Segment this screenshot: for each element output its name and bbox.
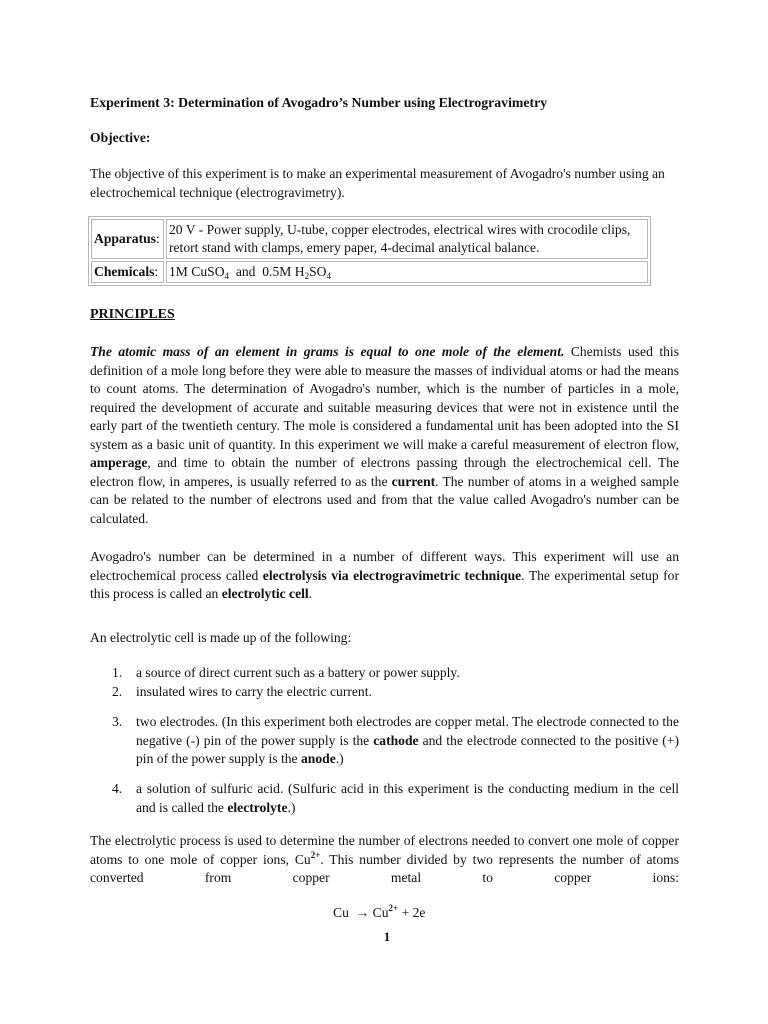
principles-p2-text-a: Avogadro's number can be determined in a number of different ways. This experiment will use an electrochemical process called [90, 549, 679, 583]
principles-p1-text-a: Chemists used this definition of a mole long before they were able to measure the masses of individual atoms or had the means to count atoms. The determination of Avogadro's number, which is the number of particles in a mole, required the development of accurate and suitable measuring devices that were not in existence until the early part of the twentieth century. The mole is considered a fundamental unit has been adopted into the SI system as a basic unit of quantity. In this experiment we will make a careful measurement of electron flow, [90, 344, 679, 452]
anode-term: anode [301, 751, 336, 766]
principles-paragraph-2 [90, 548, 679, 604]
list-text-c: .) [335, 751, 344, 766]
list-number: 2. [112, 684, 123, 699]
chemicals-value [166, 261, 648, 283]
equation-rhs: + 2e [398, 905, 426, 920]
principles-lead-sentence: The atomic mass of an element in grams is equal to one mole of the element. [90, 344, 565, 359]
copper-ion-charge: 2+ [310, 849, 321, 860]
document-page [90, 0, 679, 1024]
equation-lhs: Cu → Cu [333, 905, 389, 920]
document-title: Experiment 3: Determination of Avogadro’s Number using Electrogravimetry [90, 95, 548, 110]
electrolytic-cell-term: electrolytic cell [221, 586, 309, 601]
list-text [136, 780, 679, 817]
principles-heading: PRINCIPLES [90, 307, 175, 322]
list-text: a source of direct current such as a battery or power supply. [136, 665, 460, 680]
principles-p1-text-b: , and time to obtain the number of electrons passing through the electrochemical cell. The electron flow, in amperes, is usually referred to as the [90, 455, 679, 489]
p4-text-a: The electrolytic process is used to determine the number of electrons needed to convert one mole of copper atoms to one mole of copper ions, Cu [90, 833, 679, 867]
chemicals-row [91, 261, 648, 283]
apparatus-label: Apparatus [94, 231, 156, 246]
principles-paragraph-3: An electrolytic cell is made up of the following: [90, 630, 352, 645]
list-text [136, 713, 679, 769]
list-text-a: a solution of sulfuric acid. (Sulfuric acid in this experiment is the conducting medium in the cell and is called the [136, 781, 679, 815]
list-number: 3. [112, 714, 123, 729]
principles-paragraph-1 [90, 343, 679, 528]
list-text: insulated wires to carry the electric current. [136, 684, 372, 699]
electrolyte-term: electrolyte [227, 799, 288, 815]
objective-heading: Objective: [90, 130, 151, 145]
apparatus-chemicals-table [88, 216, 651, 286]
list-number: 1. [112, 665, 123, 680]
chem-so: SO [309, 264, 327, 279]
list-item [112, 683, 679, 702]
principles-p1-text-c: . The number of atoms in a weighed sample can be related to the number of electrons used and from that the value called Avogadro's number can be calculated. [90, 473, 679, 526]
cathode-term: cathode [373, 732, 419, 748]
equation-charge: 2+ [388, 903, 399, 913]
chemicals-colon: : [154, 264, 159, 279]
chem-h2-sub: 2 [304, 271, 310, 281]
chem-cuso4: 1M CuSO [169, 264, 225, 279]
list-item [112, 664, 679, 683]
list-text-b: and the electrode connected to the positive (+) pin of the power supply is the [136, 732, 679, 766]
list-item [112, 713, 679, 769]
apparatus-label-cell [91, 219, 164, 259]
list-text-b: .) [287, 799, 296, 815]
current-term: current [391, 473, 436, 489]
electrolysis-term: electrolysis via electrogravimetric technique [262, 567, 522, 583]
chemicals-label: Chemicals [94, 264, 155, 279]
chem-and: and 0.5M H [229, 264, 305, 279]
list-item [112, 780, 679, 817]
principles-p2-text-b: . The experimental setup for this process is called an [90, 567, 679, 601]
list-number: 4. [112, 781, 123, 796]
apparatus-colon: : [155, 231, 160, 246]
apparatus-row [91, 219, 648, 259]
chem-cuso4-sub: 4 [224, 271, 230, 281]
apparatus-value: 20 V - Power supply, U-tube, copper electrodes, electrical wires with crocodile clips, retort stand with clamps, emery paper, 4-decimal analytical balance. [166, 219, 648, 259]
chemicals-label-cell [91, 261, 164, 283]
electrolytic-process-paragraph [90, 832, 679, 888]
principles-p2-text-c: . [308, 586, 313, 601]
copper-oxidation-equation [333, 904, 533, 923]
list-text-a: two electrodes. (In this experiment both electrodes are copper metal. The electrode connected to the negative (-) pin of the power supply is the [136, 714, 679, 748]
page-number: 1 [383, 929, 391, 944]
p4-text-b: . This number divided by two represents the number of atoms converted from copper metal to copper ions: [90, 851, 679, 885]
objective-text: The objective of this experiment is to make an experimental measurement of Avogadro's number using an electrochemical technique (electrogravimetry). [90, 166, 665, 200]
chem-so4-sub: 4 [326, 271, 331, 281]
amperage-term: amperage [90, 455, 148, 470]
